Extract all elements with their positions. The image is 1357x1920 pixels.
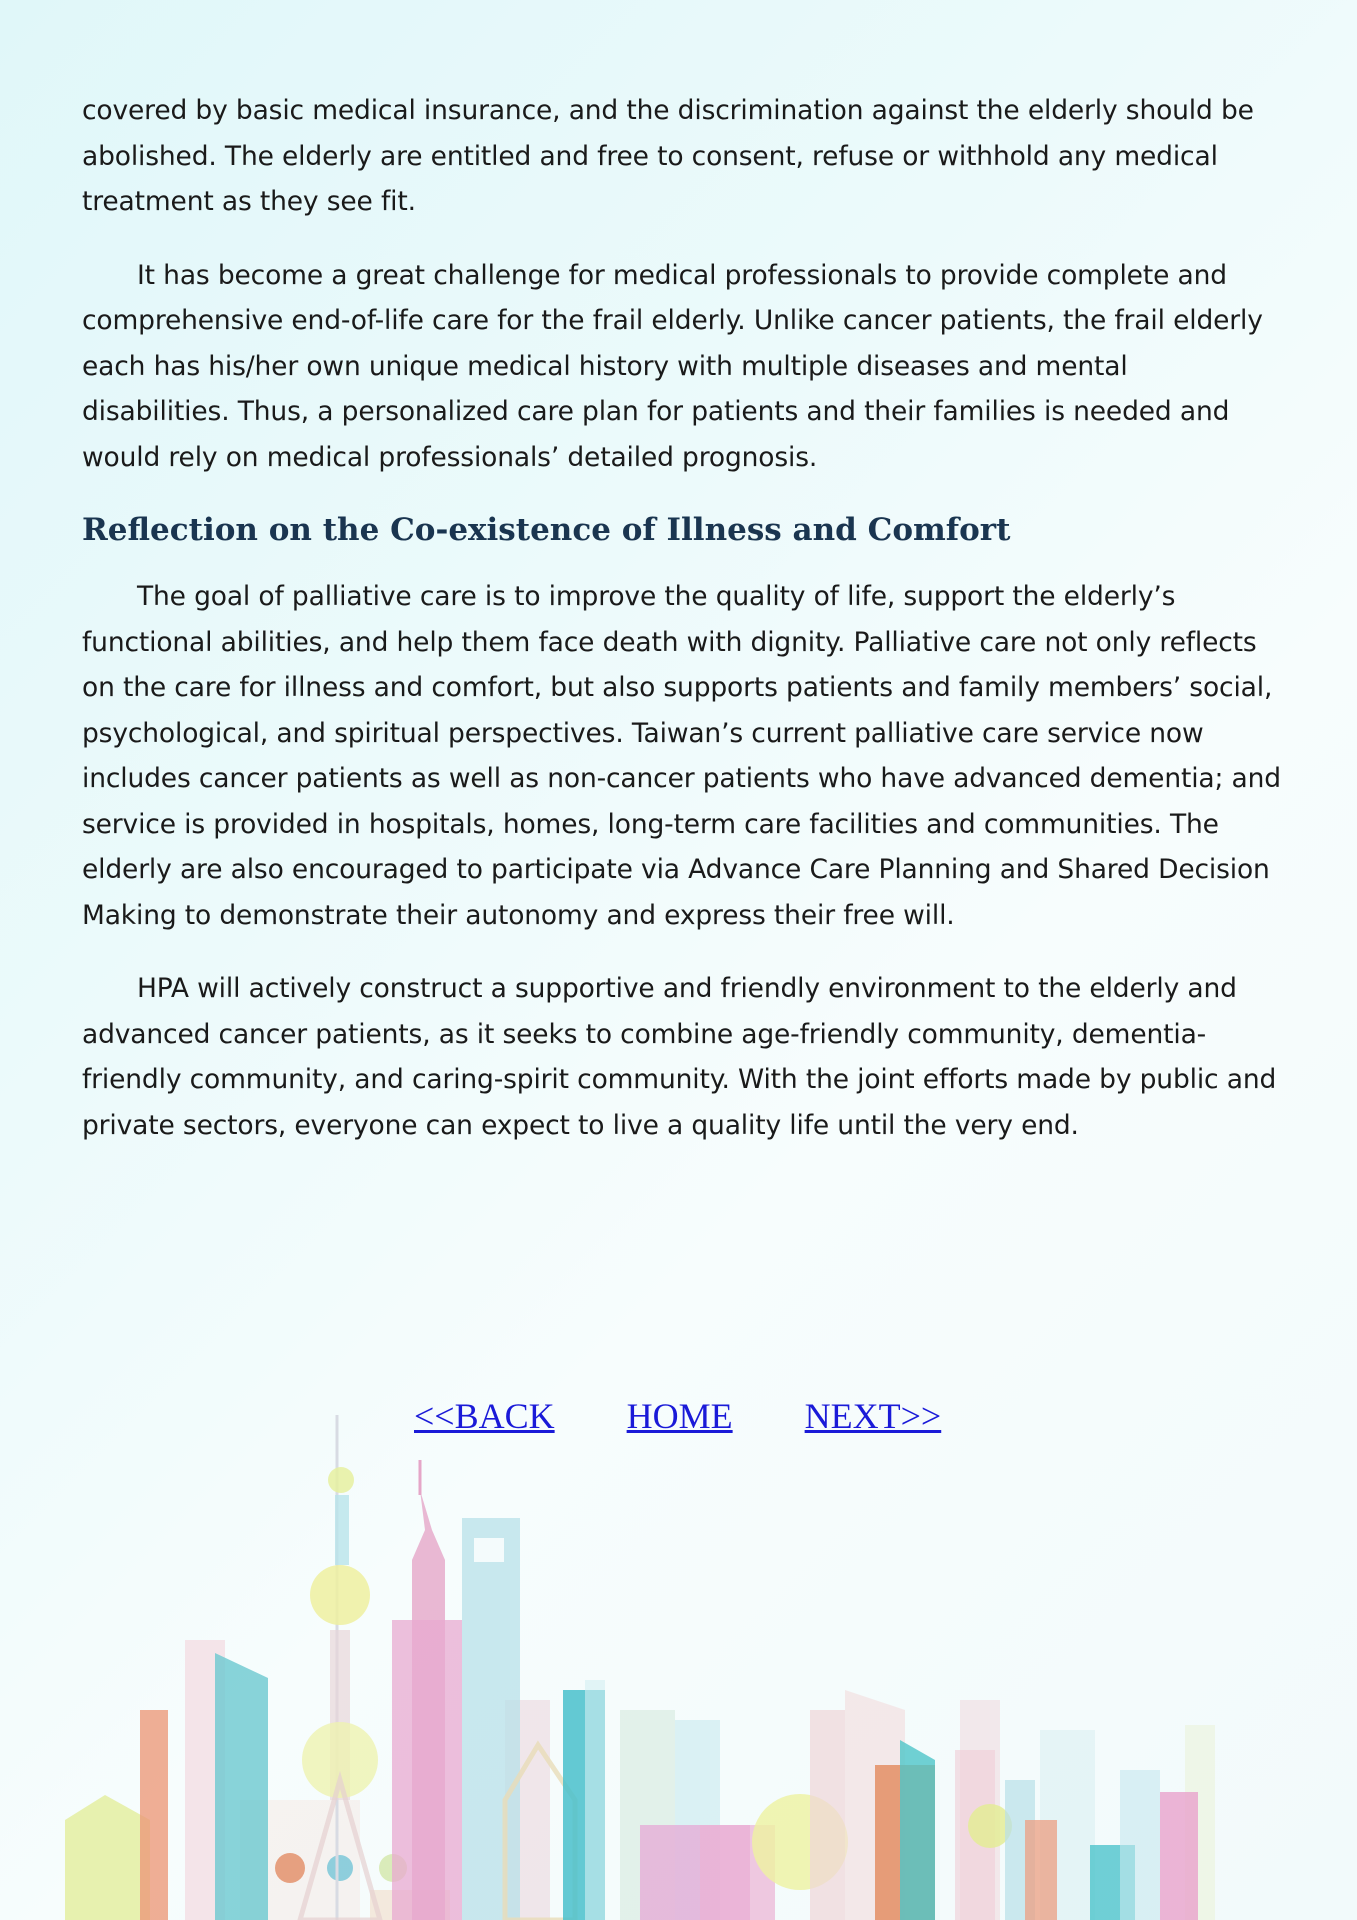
next-link[interactable]: NEXT>>: [804, 1396, 942, 1436]
paragraph-hpa: HPA will actively construct a supportive and friendly environment to the elderly and advanced cancer patients, as it seeks to combine age-friendly community, dementia-friendly community, and caring-spirit community. With the joint efforts made by public and private sectors, everyone can expect to live a quality life until the very end.: [82, 973, 1277, 1141]
home-link[interactable]: HOME: [626, 1396, 733, 1436]
paragraph-insurance: covered by basic medical insurance, and the discrimination against the elderly should be abolished. The elderly are entitled and free to consent, refuse or withhold any medical treatment as they see fit.: [82, 95, 1254, 217]
article-body: [82, 88, 1282, 1148]
paragraph-end-of-life-care: It has become a great challenge for medical professionals to provide complete and comprehensive end-of-life care for the frail elderly. Unlike cancer patients, the frail elderly each has his/her own unique medical history with multiple diseases and mental disabilities. Thus, a personalized care plan for patients and their families is needed and would rely on medical professionals’ detailed prognosis.: [82, 259, 1263, 473]
paragraph-palliative-care: The goal of palliative care is to improve the quality of life, support the elderly’s functional abilities, and help them face death with dignity. Palliative care not only reflects on the care for illness and comfort, but also supports patients and family members’ social, psychological, and spiritual perspectives. Taiwan’s current palliative care service now includes cancer patients as well as non-cancer patients who have advanced dementia; and service is provided in hospitals, homes, long-term care facilities and communities. The elderly are also encouraged to participate via Advance Care Planning and Shared Decision Making to demonstrate their autonomy and express their free will.: [82, 581, 1281, 931]
city-skyline-illustration: [0, 1380, 1357, 1920]
page-navigation: [414, 1395, 941, 1437]
back-link[interactable]: <<BACK: [414, 1396, 555, 1436]
section-heading: Reflection on the Co-existence of Illness and Comfort: [82, 512, 1011, 548]
